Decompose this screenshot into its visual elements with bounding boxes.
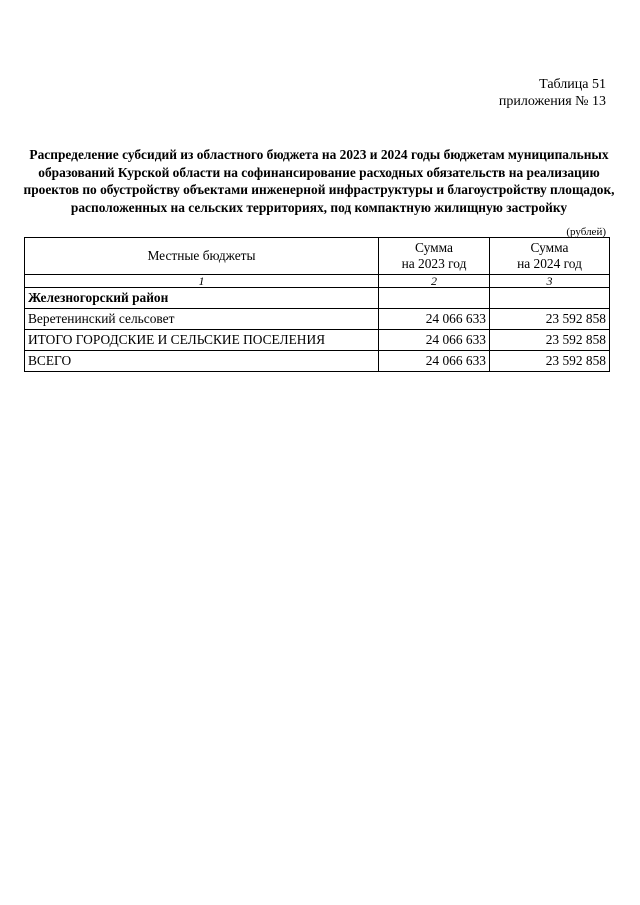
column-header-budgets: Местные бюджеты bbox=[25, 238, 379, 275]
table-row bbox=[25, 288, 610, 309]
amount-2024: 23 592 858 bbox=[490, 330, 610, 351]
column-number: 3 bbox=[490, 275, 610, 288]
table-header-row bbox=[25, 238, 610, 275]
amount-2023 bbox=[379, 288, 490, 309]
column-header-year: на 2023 год bbox=[401, 256, 467, 271]
subsidy-table bbox=[24, 237, 610, 372]
document-title bbox=[20, 146, 618, 216]
column-header-year: на 2024 год bbox=[517, 256, 582, 271]
amount-2024: 23 592 858 bbox=[490, 309, 610, 330]
total-row bbox=[25, 351, 610, 372]
table-row bbox=[25, 309, 610, 330]
column-header-2023 bbox=[379, 238, 490, 275]
column-number: 2 bbox=[379, 275, 490, 288]
title-line: расположенных на сельских территориях, под компактную жилищную застройку bbox=[70, 199, 568, 215]
title-line: проектов по обустройству объектами инженерной инфраструктуры и благоустройству площадок, bbox=[23, 182, 615, 198]
budget-name: Железногорский район bbox=[25, 288, 379, 309]
budget-name: ИТОГО ГОРОДСКИЕ И СЕЛЬСКИЕ ПОСЕЛЕНИЯ bbox=[25, 330, 379, 351]
unit-label: (рублей) bbox=[566, 226, 606, 238]
column-number: 1 bbox=[25, 275, 379, 288]
column-header-label: Сумма bbox=[530, 240, 569, 255]
subtotal-row bbox=[25, 330, 610, 351]
budget-name: Веретенинский сельсовет bbox=[25, 309, 379, 330]
title-line: образований Курской области на софинансирование расходных обязательств на реализацию bbox=[38, 164, 600, 180]
column-header-label: Сумма bbox=[415, 240, 453, 255]
amount-2023: 24 066 633 bbox=[379, 309, 490, 330]
table-number: Таблица 51 bbox=[539, 77, 606, 92]
column-number-row bbox=[25, 275, 610, 288]
title-line: Распределение субсидий из областного бюджета на 2023 и 2024 годы бюджетам муниципальных bbox=[29, 147, 609, 162]
amount-2024 bbox=[490, 288, 610, 309]
budget-name: ВСЕГО bbox=[25, 351, 379, 372]
amount-2023: 24 066 633 bbox=[379, 330, 490, 351]
column-header-2024 bbox=[490, 238, 610, 275]
table-reference bbox=[499, 76, 606, 110]
amount-2023: 24 066 633 bbox=[379, 351, 490, 372]
appendix-reference: приложения № 13 bbox=[498, 94, 606, 109]
amount-2024: 23 592 858 bbox=[490, 351, 610, 372]
